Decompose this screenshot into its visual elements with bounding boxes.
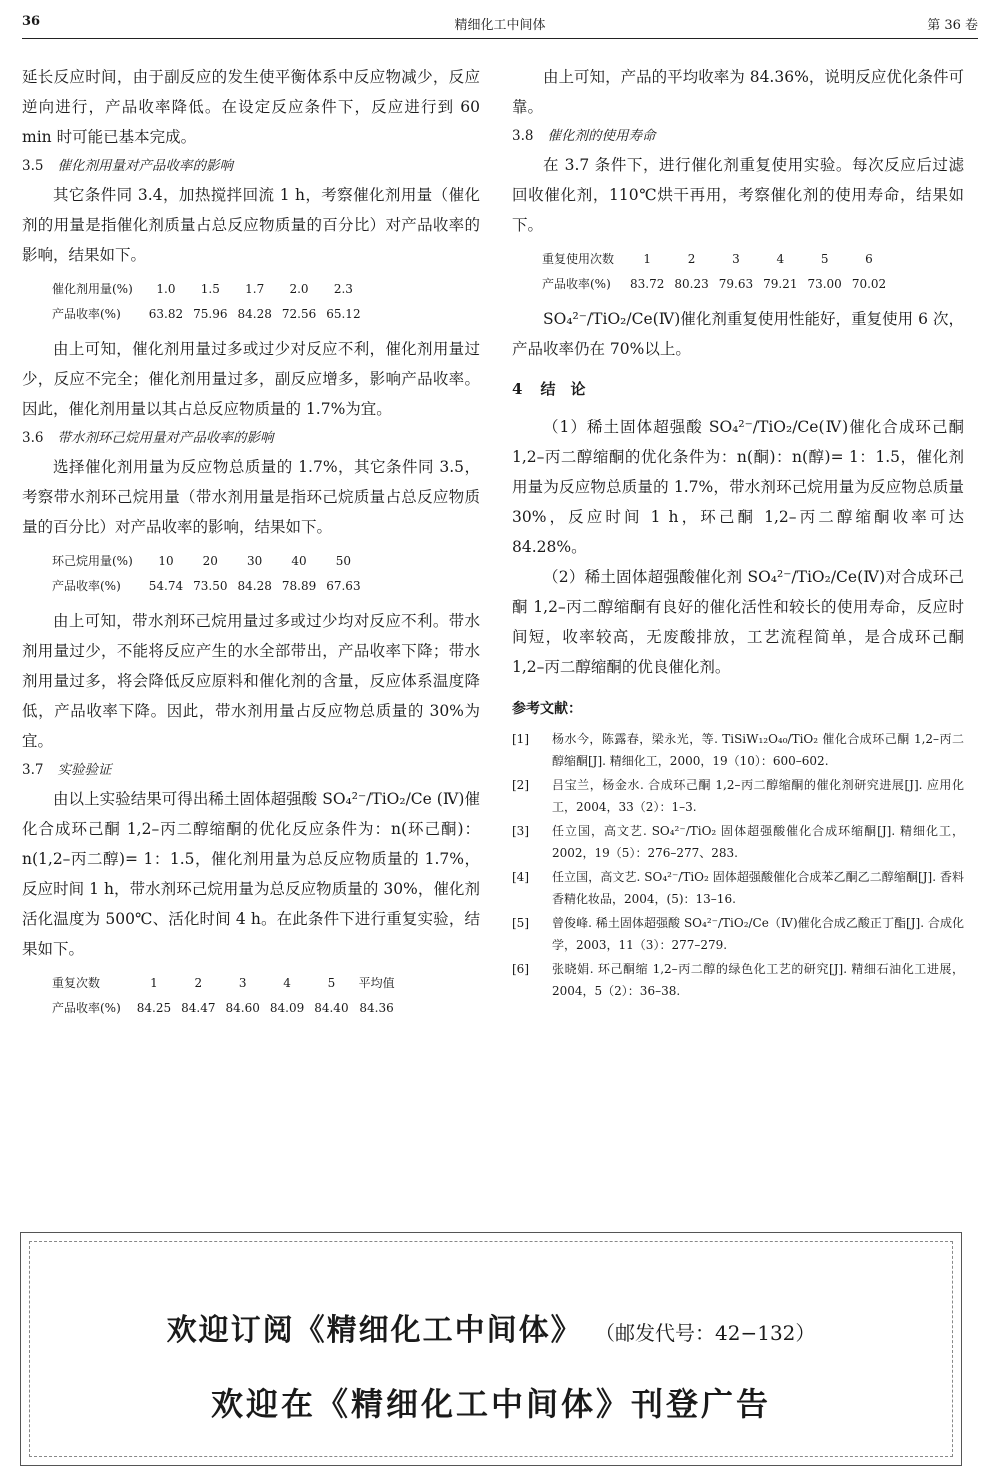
reference-item [512, 958, 964, 1002]
table-row [52, 970, 405, 995]
reference-text: 任立国，高文艺. SO₄²⁻/TiO₂ 固体超强酸催化合成环缩酮[J]. 精细化工，2002，19（5）：276–277、283. [552, 824, 964, 860]
ad-postal-code: （邮发代号：42−132） [595, 1321, 816, 1345]
table-cell: 2 [687, 251, 696, 266]
table-cell: 75.96 [193, 306, 228, 321]
section-number: 4 [512, 380, 523, 398]
reference-item [512, 866, 964, 910]
paragraph: 由上可知，催化剂用量过多或过少对反应不利，催化剂用量过少，反应不完全；催化剂用量过多，副反应增多，影响产品收率。因此，催化剂用量以其占总反应物质量的 1.7%为宜。 [22, 340, 480, 418]
reference-item [512, 728, 964, 772]
reference-text: 杨水今，陈露春，梁永光，等. TiSiW₁₂O₄₀/TiO₂ 催化合成环己酮 1,2–丙二醇缩酮[J]. 精细化工，2000，19（10）：600–602. [552, 732, 964, 768]
table-cell: 84.28 [237, 306, 272, 321]
table-cell: 重复次数 [52, 976, 101, 990]
table-cell: 1.0 [156, 281, 176, 296]
paragraph: 延长反应时间，由于副反应的发生使平衡体系中反应物减少，反应逆向进行，产品收率降低。在设定反应条件下，反应进行到 60 min 时可能已基本完成。 [22, 68, 480, 146]
table-cell: 83.72 [630, 276, 665, 291]
section-number: 3.8 [512, 128, 534, 144]
right-column [512, 62, 964, 1004]
table-cell: 78.89 [281, 578, 317, 593]
table-cell: 产品收率(%) [52, 1001, 121, 1015]
table-cell: 84.36 [359, 1000, 394, 1015]
paragraph: 由上可知，产品的平均收率为 84.36%，说明反应优化条件可靠。 [512, 68, 964, 116]
reference-text: 吕宝兰，杨金水. 合成环己酮 1,2–丙二醇缩酮的催化剂研究进展[J]. 应用化工，2004，33（2）：1–3. [552, 778, 964, 814]
table-cell: 84.25 [136, 1000, 172, 1015]
table-cell: 3 [238, 975, 247, 990]
reference-number: [4] [512, 870, 529, 884]
table-cell: 70.02 [851, 276, 887, 291]
data-table-reuse [542, 246, 896, 296]
table-row [52, 573, 371, 598]
ad-subscribe-text: 欢迎订阅《精细化工中间体》 [166, 1313, 583, 1348]
subscription-ad-box [20, 1232, 962, 1466]
data-table-cyclohexane [52, 548, 371, 598]
table-row [52, 995, 405, 1020]
references-heading: 参考文献： [512, 701, 582, 717]
table-cell: 环己烷用量(%) [52, 554, 133, 568]
table-cell: 1.5 [200, 281, 220, 296]
table-cell: 重复使用次数 [542, 252, 615, 266]
table-cell: 84.60 [225, 1000, 260, 1015]
header-rule [22, 38, 978, 39]
section-number: 3.7 [22, 762, 44, 778]
reference-number: [2] [512, 778, 529, 792]
paragraph: SO₄²⁻/TiO₂/Ce(Ⅳ)催化剂重复使用性能好，重复使用 6 次，产品收率仍在 70%以上。 [512, 310, 964, 358]
table-cell: 1 [643, 251, 652, 266]
table-row [52, 301, 371, 326]
paragraph: 选择催化剂用量为反应物总质量的 1.7%，其它条件同 3.5，考察带水剂环己烷用量（带水剂用量是指环己烷质量占总反应物质量的百分比）对产品收率的影响，结果如下。 [22, 458, 480, 536]
reference-text: 任立国，高文艺. SO₄²⁻/TiO₂ 固体超强酸催化合成苯乙酮乙二醇缩酮[J]. 香料香精化妆品，2004，(5)：13–16. [552, 870, 964, 906]
table-cell: 67.63 [326, 578, 361, 593]
table-cell: 80.23 [674, 276, 709, 291]
table-cell: 4 [283, 975, 291, 990]
table-cell: 平均值 [358, 976, 395, 990]
table-cell: 3 [732, 251, 740, 266]
volume-label: 第 36 卷 [927, 18, 978, 33]
table-cell: 79.21 [763, 276, 798, 291]
ad-line-subscribe [21, 1305, 961, 1349]
paragraph: 由以上实验结果可得出稀土固体超强酸 SO₄²⁻/TiO₂/Ce (Ⅳ)催化合成环己酮 1,2–丙二醇缩酮的优化反应条件为：n(环己酮)：n(1,2–丙二醇)= 1：1.5，催化剂用量为总反应物质量的 1.7%，反应时间 1 h，带水剂环己烷用量为总反应物质量的 30%，催化剂活化温度为 500℃、活化时间 4 h。在此条件下进行重复实验，结果如下。 [22, 790, 480, 958]
paragraph: 由上可知，带水剂环己烷用量过多或过少均对反应不利。带水剂用量过少，不能将反应产生的水全部带出，产品收率下降；带水剂用量过多，将会降低反应原料和催化剂的含量，反应体系温度降低，产品收率下降。因此，带水剂用量占反应物总质量的 30%为宜。 [22, 612, 480, 750]
table-cell: 30 [247, 553, 263, 568]
table-cell: 40 [291, 553, 307, 568]
section-title: 带水剂环己烷用量对产品收率的影响 [57, 430, 274, 446]
paragraph: 其它条件同 3.4，加热搅拌回流 1 h，考察催化剂用量（催化剂的用量是指催化剂质量占总反应物质量的百分比）对产品收率的影响，结果如下。 [22, 186, 480, 264]
section-number: 3.5 [22, 158, 44, 174]
table-cell: 5 [327, 975, 336, 990]
table-cell: 72.56 [281, 306, 317, 321]
table-cell: 1 [150, 975, 158, 990]
reference-number: [5] [512, 916, 529, 930]
table-cell: 79.63 [718, 276, 754, 291]
paragraph: 在 3.7 条件下，进行催化剂重复使用实验。每次反应后过滤回收催化剂，110℃烘干再用，考察催化剂的使用寿命，结果如下。 [512, 156, 964, 234]
conclusion-item: （1）稀土固体超强酸 SO₄²⁻/TiO₂/Ce(Ⅳ)催化合成环己酮 1,2–丙二醇缩酮的优化条件为：n(酮)：n(醇)= 1：1.5，催化剂用量为反应物总质量的 1.7%，带水剂环己烷用量为反应物总质量 30%，反应时间 1 h，环己酮 1,2–丙二醇缩酮收率可达 84.28%。 [512, 418, 964, 556]
conclusion-item: （2）稀土固体超强酸催化剂 SO₄²⁻/TiO₂/Ce(Ⅳ)对合成环己酮 1,2–丙二醇缩酮有良好的催化活性和较长的使用寿命，反应时间短，收率较高，无废酸排放，工艺流程简单，是合成环己酮 1,2–丙二醇缩酮的优良催化剂。 [512, 568, 964, 676]
section-heading [22, 758, 480, 782]
section-title: 催化剂用量对产品收率的影响 [57, 158, 233, 174]
table-cell: 63.82 [148, 306, 184, 321]
table-row [52, 276, 371, 301]
table-cell: 84.28 [237, 578, 272, 593]
table-cell: 2.3 [333, 281, 353, 296]
reference-item [512, 912, 964, 956]
reference-text: 曾俊峰. 稀土固体超强酸 SO₄²⁻/TiO₂/Ce（Ⅳ)催化合成乙酸正丁酯[J]. 合成化学，2003，11（3）：277–279. [552, 916, 964, 952]
page-number: 36 [22, 14, 41, 29]
table-cell: 73.50 [193, 578, 228, 593]
reference-number: [3] [512, 824, 529, 838]
table-cell: 84.47 [181, 1000, 216, 1015]
table-cell: 2 [194, 975, 203, 990]
table-cell: 20 [202, 553, 218, 568]
table-cell: 产品收率(%) [52, 579, 121, 593]
left-column [22, 62, 480, 1028]
reference-item [512, 774, 964, 818]
reference-text: 张晓娟. 环己酮缩 1,2–丙二醇的绿色化工艺的研究[J]. 精细石油化工进展，2004，5（2）：36–38. [552, 962, 964, 998]
table-cell: 10 [158, 553, 174, 568]
section-title: 结 论 [540, 380, 586, 398]
section-heading [22, 154, 480, 178]
table-row [52, 548, 371, 573]
table-row [542, 271, 896, 296]
section-heading [512, 124, 964, 148]
table-cell: 65.12 [326, 306, 361, 321]
table-cell: 84.40 [314, 1000, 349, 1015]
data-table-catalyst [52, 276, 371, 326]
reference-number: [1] [512, 732, 529, 746]
table-row [542, 246, 896, 271]
section-number: 3.6 [22, 430, 44, 446]
section-title: 实验验证 [57, 762, 112, 778]
data-table-repeat [52, 970, 405, 1020]
section-heading-conclusion [512, 376, 964, 402]
table-cell: 84.09 [269, 1000, 305, 1015]
page-header [22, 10, 978, 36]
ad-line-advertise: 欢迎在《精细化工中间体》刊登广告 [210, 1385, 771, 1423]
table-cell: 产品收率(%) [52, 307, 121, 321]
reference-item [512, 820, 964, 864]
section-heading [22, 426, 480, 450]
section-title: 催化剂的使用寿命 [547, 128, 656, 144]
table-cell: 4 [776, 251, 785, 266]
table-cell: 产品收率(%) [542, 277, 611, 291]
reference-number: [6] [512, 962, 529, 976]
table-cell: 6 [865, 251, 873, 266]
journal-name: 精细化工中间体 [454, 18, 546, 33]
table-cell: 催化剂用量(%) [52, 282, 133, 296]
table-cell: 2.0 [289, 281, 309, 296]
table-cell: 1.7 [245, 281, 265, 296]
table-cell: 54.74 [148, 578, 184, 593]
table-cell: 50 [335, 553, 352, 568]
table-cell: 73.00 [807, 276, 842, 291]
table-cell: 5 [820, 251, 829, 266]
